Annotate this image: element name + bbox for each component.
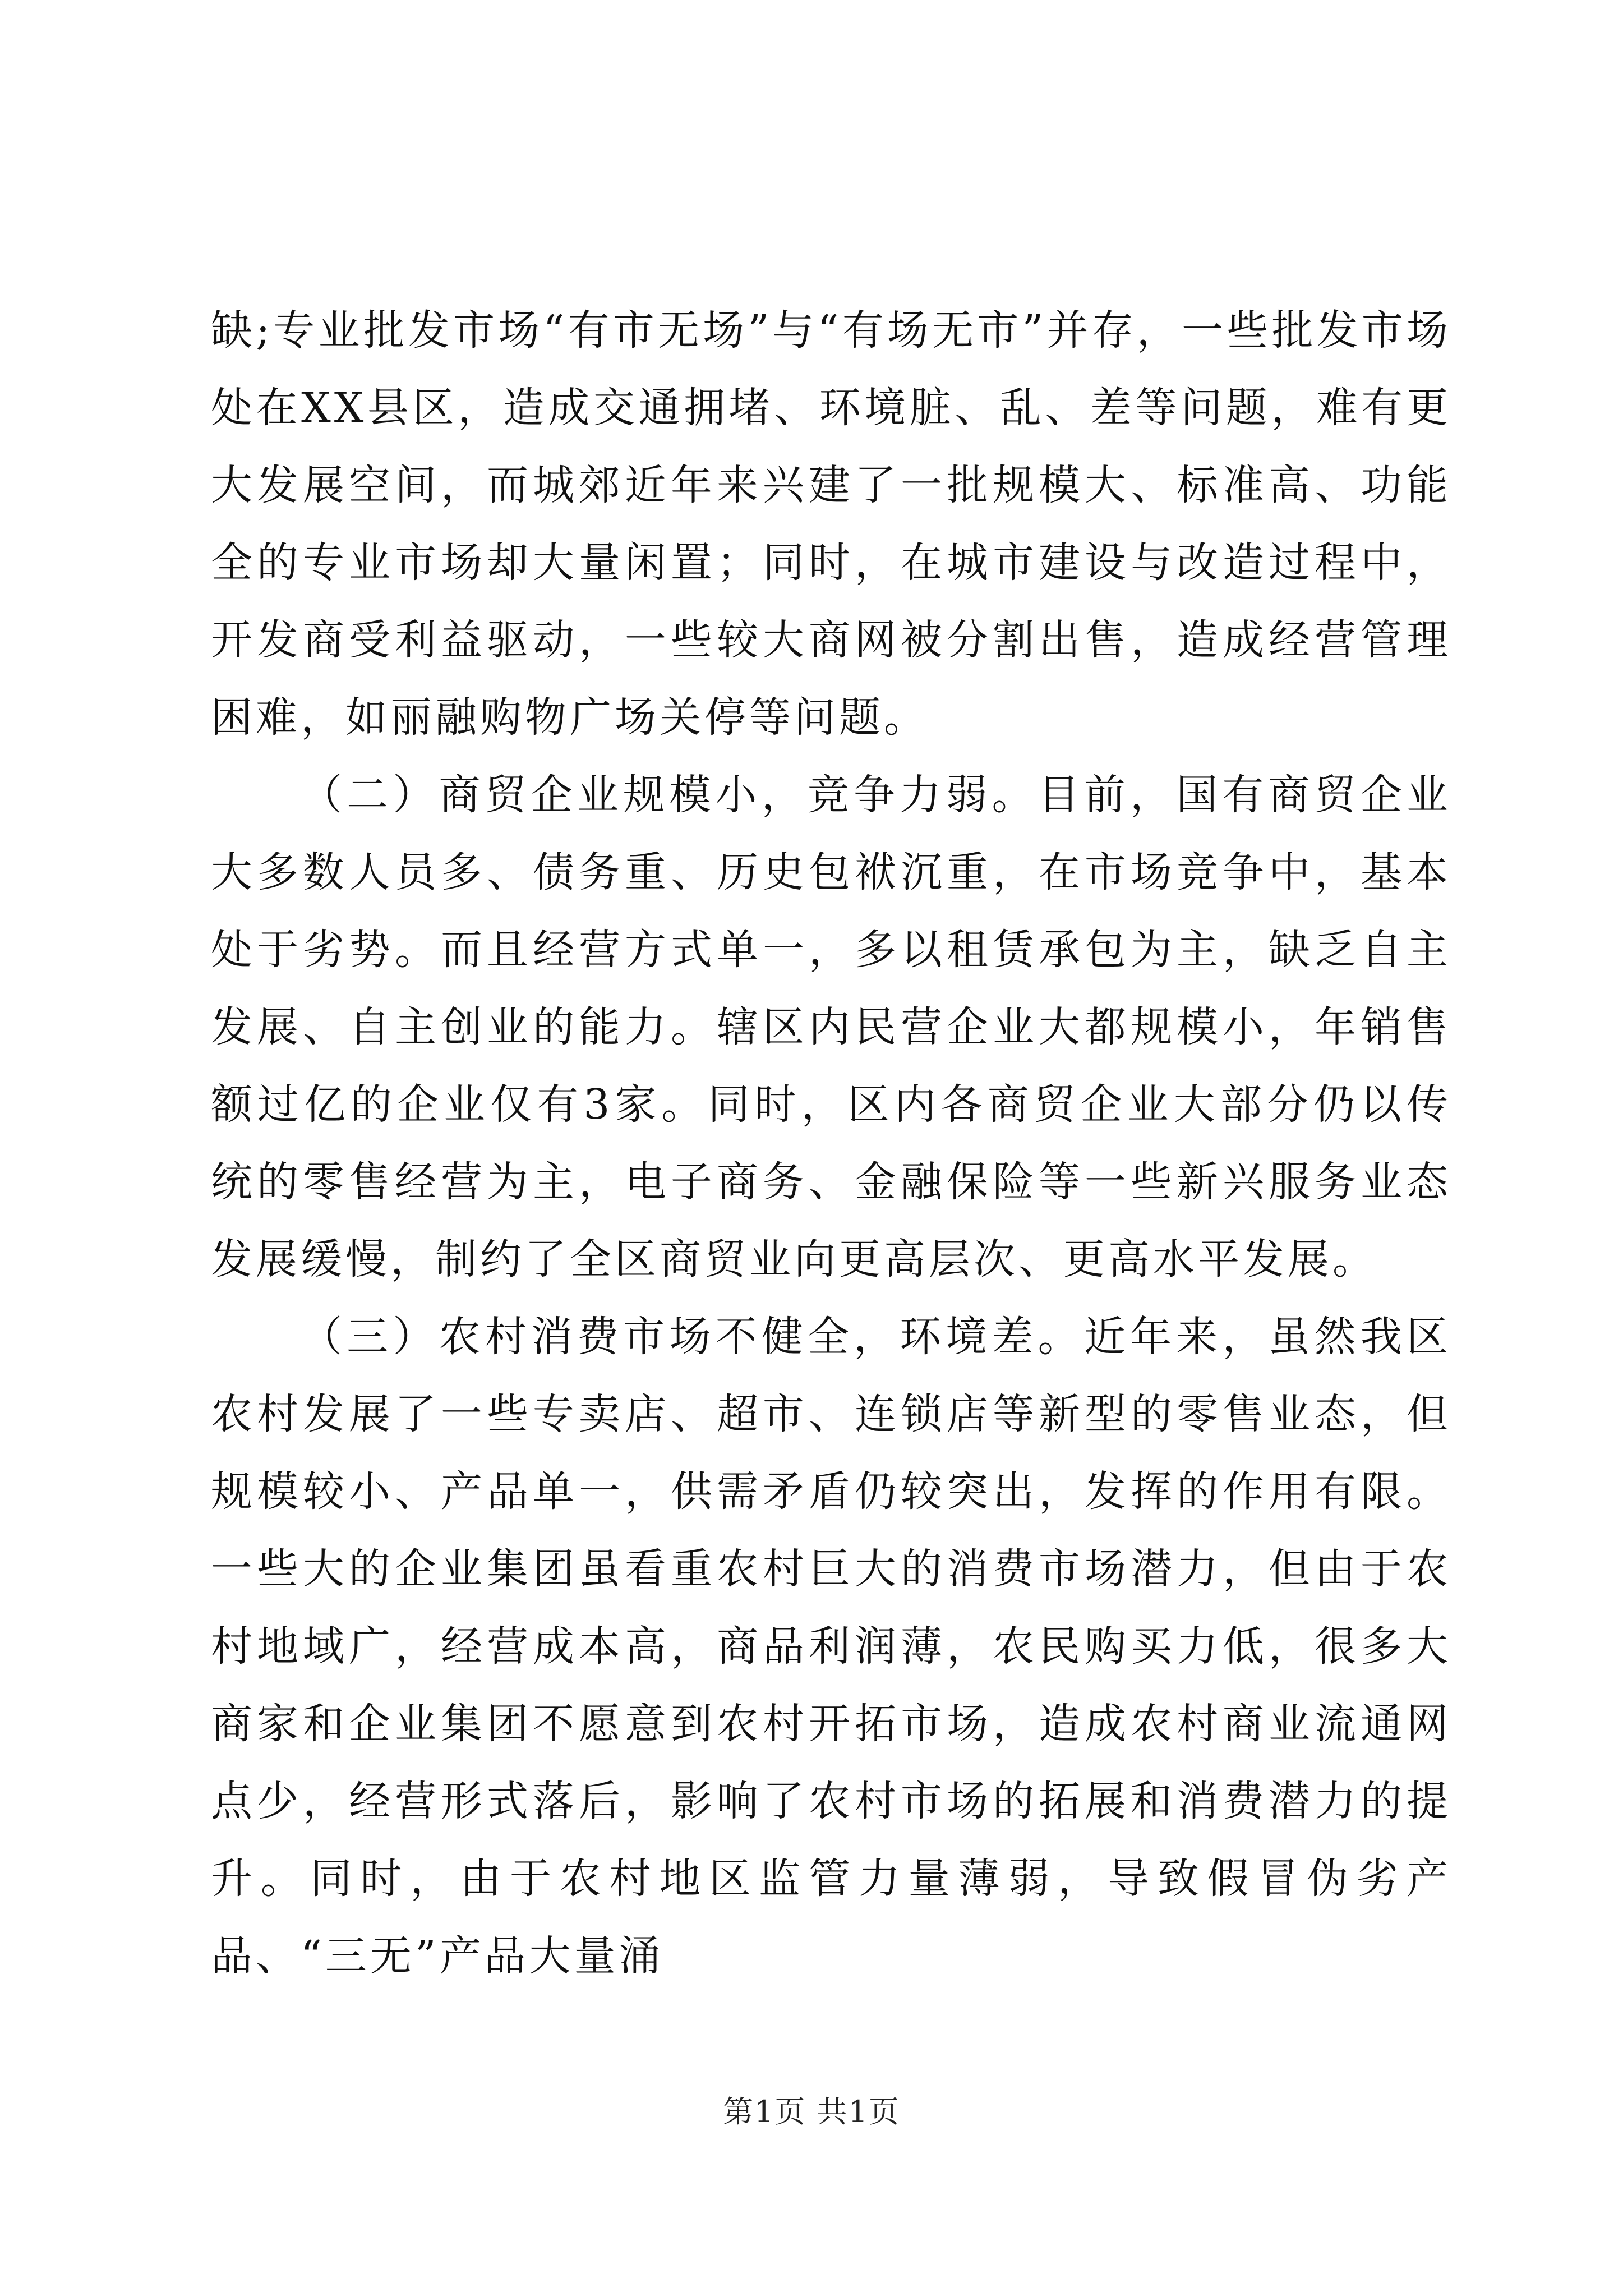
page-footer: 第1页 共1页 bbox=[723, 2094, 900, 2129]
paragraph-section-3: （三）农村消费市场不健全，环境差。近年来，虽然我区农村发展了一些专卖店、超市、连锁店等新型的零售业态，但规模较小、产品单一，供需矛盾仍较突出，发挥的作用有限。一些大的企业集团虽看重农村巨大的消费市场潜力，但由于农村地域广，经营成本高，商品利润薄，农民购买力低，很多大商家和企业集团不愿意到农村开拓市场，造成农村商业流通网点少，经营形式落后，影响了农村市场的拓展和消费潜力的提升。同时，由于农村地区监管力量薄弱，导致假冒伪劣产品、“三无”产品大量涌 bbox=[211, 1313, 1451, 1980]
document-body bbox=[211, 292, 1451, 1995]
paragraph-section-2: （二）商贸企业规模小，竞争力弱。目前，国有商贸企业大多数人员多、债务重、历史包袱沉重，在市场竞争中，基本处于劣势。而且经营方式单一，多以租赁承包为主，缺乏自主发展、自主创业的能力。辖区内民营企业大都规模小，年销售额过亿的企业仅有3家。同时，区内各商贸企业大部分仍以传统的零售经营为主，电子商务、金融保险等一些新兴服务业态发展缓慢，制约了全区商贸业向更高层次、更高水平发展。 bbox=[211, 771, 1451, 1283]
paragraph-continuation: 缺;专业批发市场“有市无场”与“有场无市”并存，一些批发市场处在XX县区，造成交通拥堵、环境脏、乱、差等问题，难有更大发展空间，而城郊近年来兴建了一批规模大、标准高、功能全的专业市场却大量闲置；同时，在城市建设与改造过程中，开发商受利益驱动，一些较大商网被分割出售，造成经营管理困难，如丽融购物广场关停等问题。 bbox=[211, 306, 1451, 742]
